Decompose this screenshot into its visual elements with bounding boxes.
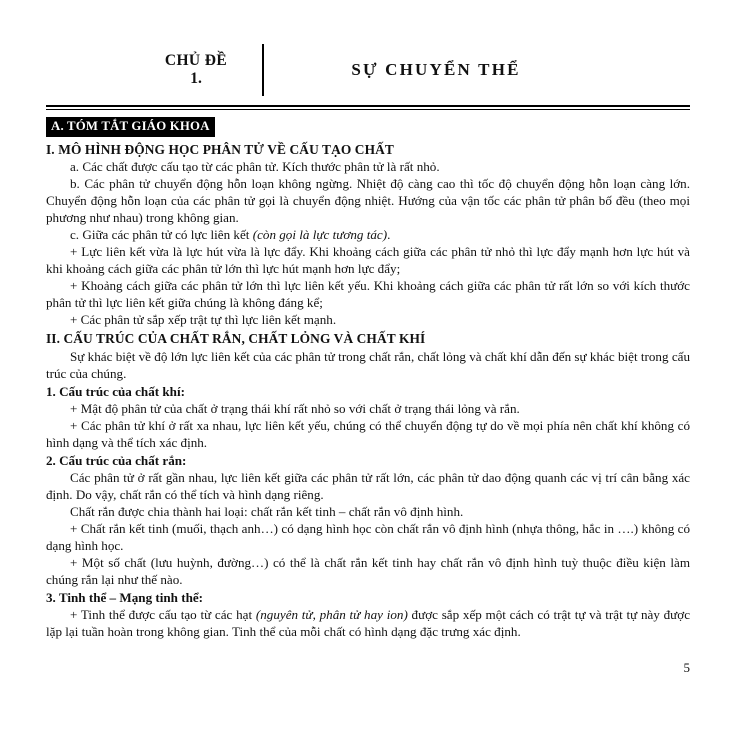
part1-item-c-text: c. Giữa các phân tử có lực liên kết bbox=[70, 227, 253, 243]
part1-item-b: b. Các phân tử chuyển động hỗn loạn không ngừng. Nhiệt độ càng cao thì tốc độ chuyển động hỗn loạn càng lớn. Chuyển động hỗn loạn của các phân tử gọi là chuyển động nhiệt. Hướng của vận tốc các phân tử phân bố đều (theo mọi phương như nhau) trong không gian. bbox=[46, 176, 690, 226]
section-banner-wrap bbox=[46, 117, 690, 139]
topic-label: CHỦ ĐỀ bbox=[164, 52, 228, 70]
sub1-para-2: + Các phân tử khí ở rất xa nhau, lực liên kết yếu, chúng có thể chuyển động tự do về mọi phía nên chất khí không có hình dạng và thể tích xác định. bbox=[46, 417, 690, 450]
part2-intro: Sự khác biệt về độ lớn lực liên kết của các phân tử trong chất rắn, chất lỏng và chất khí dẫn đến sự khác biệt trong cấu trúc của chúng. bbox=[46, 348, 690, 381]
header-rule-thick bbox=[46, 105, 690, 107]
page-title: SỰ CHUYỂN THỂ bbox=[351, 60, 521, 79]
page-content bbox=[46, 117, 690, 640]
part1-item-a: a. Các chất được cấu tạo từ các phân tử. Kích thước phân tử là rất nhỏ. bbox=[70, 159, 440, 175]
sub2-para-3: + Chất rắn kết tinh (muối, thạch anh…) có dạng hình học còn chất rắn vô định hình (nhựa thông, hắc in ….) không có dạng hình học. bbox=[46, 520, 690, 553]
heading-sub-3: 3. Tinh thể – Mạng tinh thể: bbox=[46, 589, 204, 605]
sub3-para-1 bbox=[46, 606, 690, 640]
sub1-para-1: + Mật độ phân tử của chất ở trạng thái khí rất nhỏ so với chất ở trạng thái lỏng và rắn. bbox=[70, 400, 520, 416]
part1-bullet-2: + Khoảng cách giữa các phân tử lớn thì lực liên kết yếu. Khi khoảng cách giữa các phân tử rất lớn so với kích thước phân tử thì lực liên kết giữa chúng là không đáng kể; bbox=[46, 278, 690, 311]
heading-sub-1: 1. Cấu trúc của chất khí: bbox=[46, 383, 185, 399]
topic-number: 1. bbox=[190, 70, 202, 87]
page-header bbox=[46, 42, 690, 98]
title-block bbox=[264, 42, 594, 98]
part1-item-c-italic: (còn gọi là lực tương tác) bbox=[252, 227, 388, 243]
sub3-italic-phrase: (nguyên tử, phân tử hay ion) bbox=[255, 606, 408, 622]
sub3-text-after: được sắp xếp một cách có trật tự và trật tự này được lặp lại tuần hoàn trong không gian. Tinh thể của mỗi chất có hình dạng đặc trưng xác định. bbox=[46, 606, 690, 639]
heading-part-2: II. CẤU TRÚC CỦA CHẤT RẮN, CHẤT LỎNG VÀ CHẤT KHÍ bbox=[46, 331, 426, 347]
section-banner: A. TÓM TẮT GIÁO KHOA bbox=[46, 117, 215, 137]
header-rule-thin bbox=[46, 109, 690, 110]
sub2-para-2: Chất rắn được chia thành hai loại: chất rắn kết tinh – chất rắn vô định hình. bbox=[70, 503, 464, 519]
heading-part-1: I. MÔ HÌNH ĐỘNG HỌC PHÂN TỬ VỀ CẤU TẠO CHẤT bbox=[46, 141, 394, 157]
page-number: 5 bbox=[683, 660, 690, 675]
sub2-para-1: Các phân tử ở rất gần nhau, lực liên kết giữa các phân tử rất lớn, các phân tử dao động quanh các vị trí cân bằng xác định. Do vậy, chất rắn có thể tích và hình dạng riêng. bbox=[46, 469, 690, 502]
topic-block bbox=[142, 42, 262, 98]
sub2-para-4: + Một số chất (lưu huỳnh, đường…) có thể là chất rắn kết tinh hay chất rắn vô định hình tuỳ thuộc điều kiện làm chúng rắn lại như thế nào. bbox=[46, 554, 690, 587]
part1-bullet-3: + Các phân tử sắp xếp trật tự thì lực liên kết mạnh. bbox=[70, 312, 337, 328]
part1-bullet-1: + Lực liên kết vừa là lực hút vừa là lực đẩy. Khi khoảng cách giữa các phân tử nhỏ thì lực đẩy mạnh hơn lực hút và khi khoảng cách giữa các phân tử lớn thì lực hút mạnh hơn lực đẩy; bbox=[46, 244, 690, 277]
part1-item-c: c. Giữa các phân tử có lực liên kết (còn gọi là lực tương tác). bbox=[70, 227, 391, 243]
heading-sub-2: 2. Cấu trúc của chất rắn: bbox=[46, 452, 187, 468]
sub3-text-before: + Tinh thể được cấu tạo từ các hạt bbox=[70, 606, 256, 622]
